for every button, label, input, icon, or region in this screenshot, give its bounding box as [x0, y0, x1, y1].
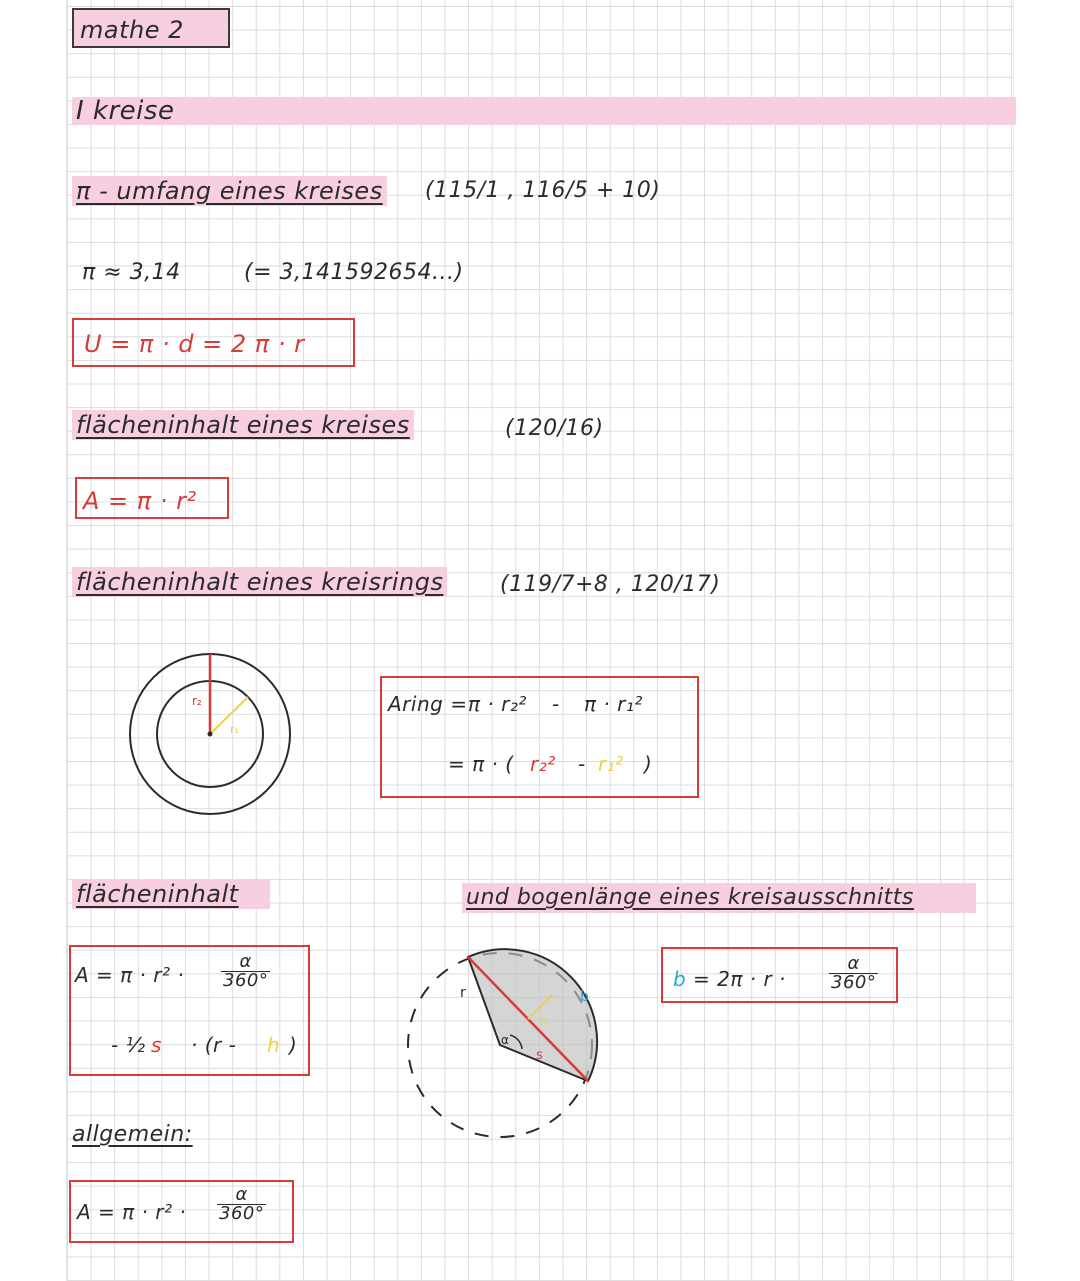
bogen-alpha: α	[829, 955, 878, 974]
sektor-line2-h: h	[267, 1033, 281, 1057]
aring-line2-prefix: = π · (	[448, 752, 514, 776]
sektor-fraction	[221, 953, 270, 990]
chapter-heading: I kreise	[72, 97, 1016, 125]
pi-exact: (= 3,141592654...)	[244, 260, 464, 285]
aring-lhs: Aring =	[388, 692, 468, 716]
heading-kreisring: flächeninhalt eines kreisrings	[72, 567, 447, 597]
aring-term-r1: π · r₁²	[584, 692, 643, 716]
sektor-line2-suffix: )	[289, 1033, 298, 1057]
sektor-line2-mid: · (r -	[191, 1033, 237, 1057]
allgemein-360: 360°	[219, 1203, 265, 1224]
sektor-360: 360°	[223, 970, 269, 991]
ref-kreisring: (119/7+8 , 120/17)	[500, 572, 721, 597]
ref-umfang: (115/1 , 116/5 + 10)	[425, 178, 661, 203]
sector-label-alpha: α	[501, 1033, 509, 1047]
sector-label-s: s	[536, 1048, 543, 1063]
formula-allgemein	[69, 1180, 294, 1243]
bogen-b: b	[673, 967, 687, 991]
heading-flaeche: flächeninhalt eines kreises	[72, 410, 414, 440]
radius-r1-line	[210, 697, 248, 734]
aring-line2-r2: r₂²	[530, 752, 556, 776]
formula-bogen	[661, 947, 898, 1003]
aring-minus: -	[552, 692, 560, 716]
aring-line2-minus: -	[578, 752, 586, 776]
pi-approx: π ≈ 3,14	[82, 260, 181, 285]
aring-line2-suffix: )	[644, 752, 653, 776]
aring-term-r2: π · r₂²	[468, 692, 527, 716]
aring-line2-r1: r₁²	[598, 752, 624, 776]
formula-sektor	[69, 945, 310, 1076]
sector-label-r: r	[460, 985, 466, 1001]
page-title: mathe 2	[72, 8, 230, 48]
sector-label-h: h	[540, 1014, 548, 1028]
sektor-alpha: α	[221, 953, 270, 972]
ring-diagram	[120, 645, 300, 825]
formula-umfang: U = π · d = 2 π · r	[72, 318, 355, 367]
label-allgemein: allgemein:	[72, 1122, 193, 1147]
center-point	[208, 732, 213, 737]
allgemein-lhs: A = π · r² ·	[77, 1200, 187, 1224]
allgemein-alpha: α	[217, 1186, 266, 1205]
label-r2: r₂	[192, 694, 202, 708]
sektor-lhs: A = π · r² ·	[75, 963, 185, 987]
bogen-fraction	[829, 955, 878, 992]
sector-label-b: b	[580, 989, 589, 1005]
formula-flaeche: A = π · r²	[75, 477, 229, 519]
heading-flaecheninhalt: flächeninhalt	[72, 879, 270, 909]
sektor-line2-s: s	[151, 1033, 162, 1057]
sektor-line2-prefix: - ½	[111, 1033, 146, 1057]
heading-bogenlaenge: und bogenlänge eines kreisausschnitts	[462, 883, 976, 913]
ref-flaeche: (120/16)	[505, 416, 604, 441]
allgemein-fraction	[217, 1186, 266, 1223]
bogen-mid: = 2π · r ·	[693, 967, 786, 991]
sector-diagram	[400, 945, 600, 1145]
label-r1: r₁	[230, 723, 239, 736]
formula-kreisring	[380, 676, 699, 798]
bogen-360: 360°	[831, 972, 877, 993]
heading-umfang: π - umfang eines kreises	[72, 176, 387, 206]
